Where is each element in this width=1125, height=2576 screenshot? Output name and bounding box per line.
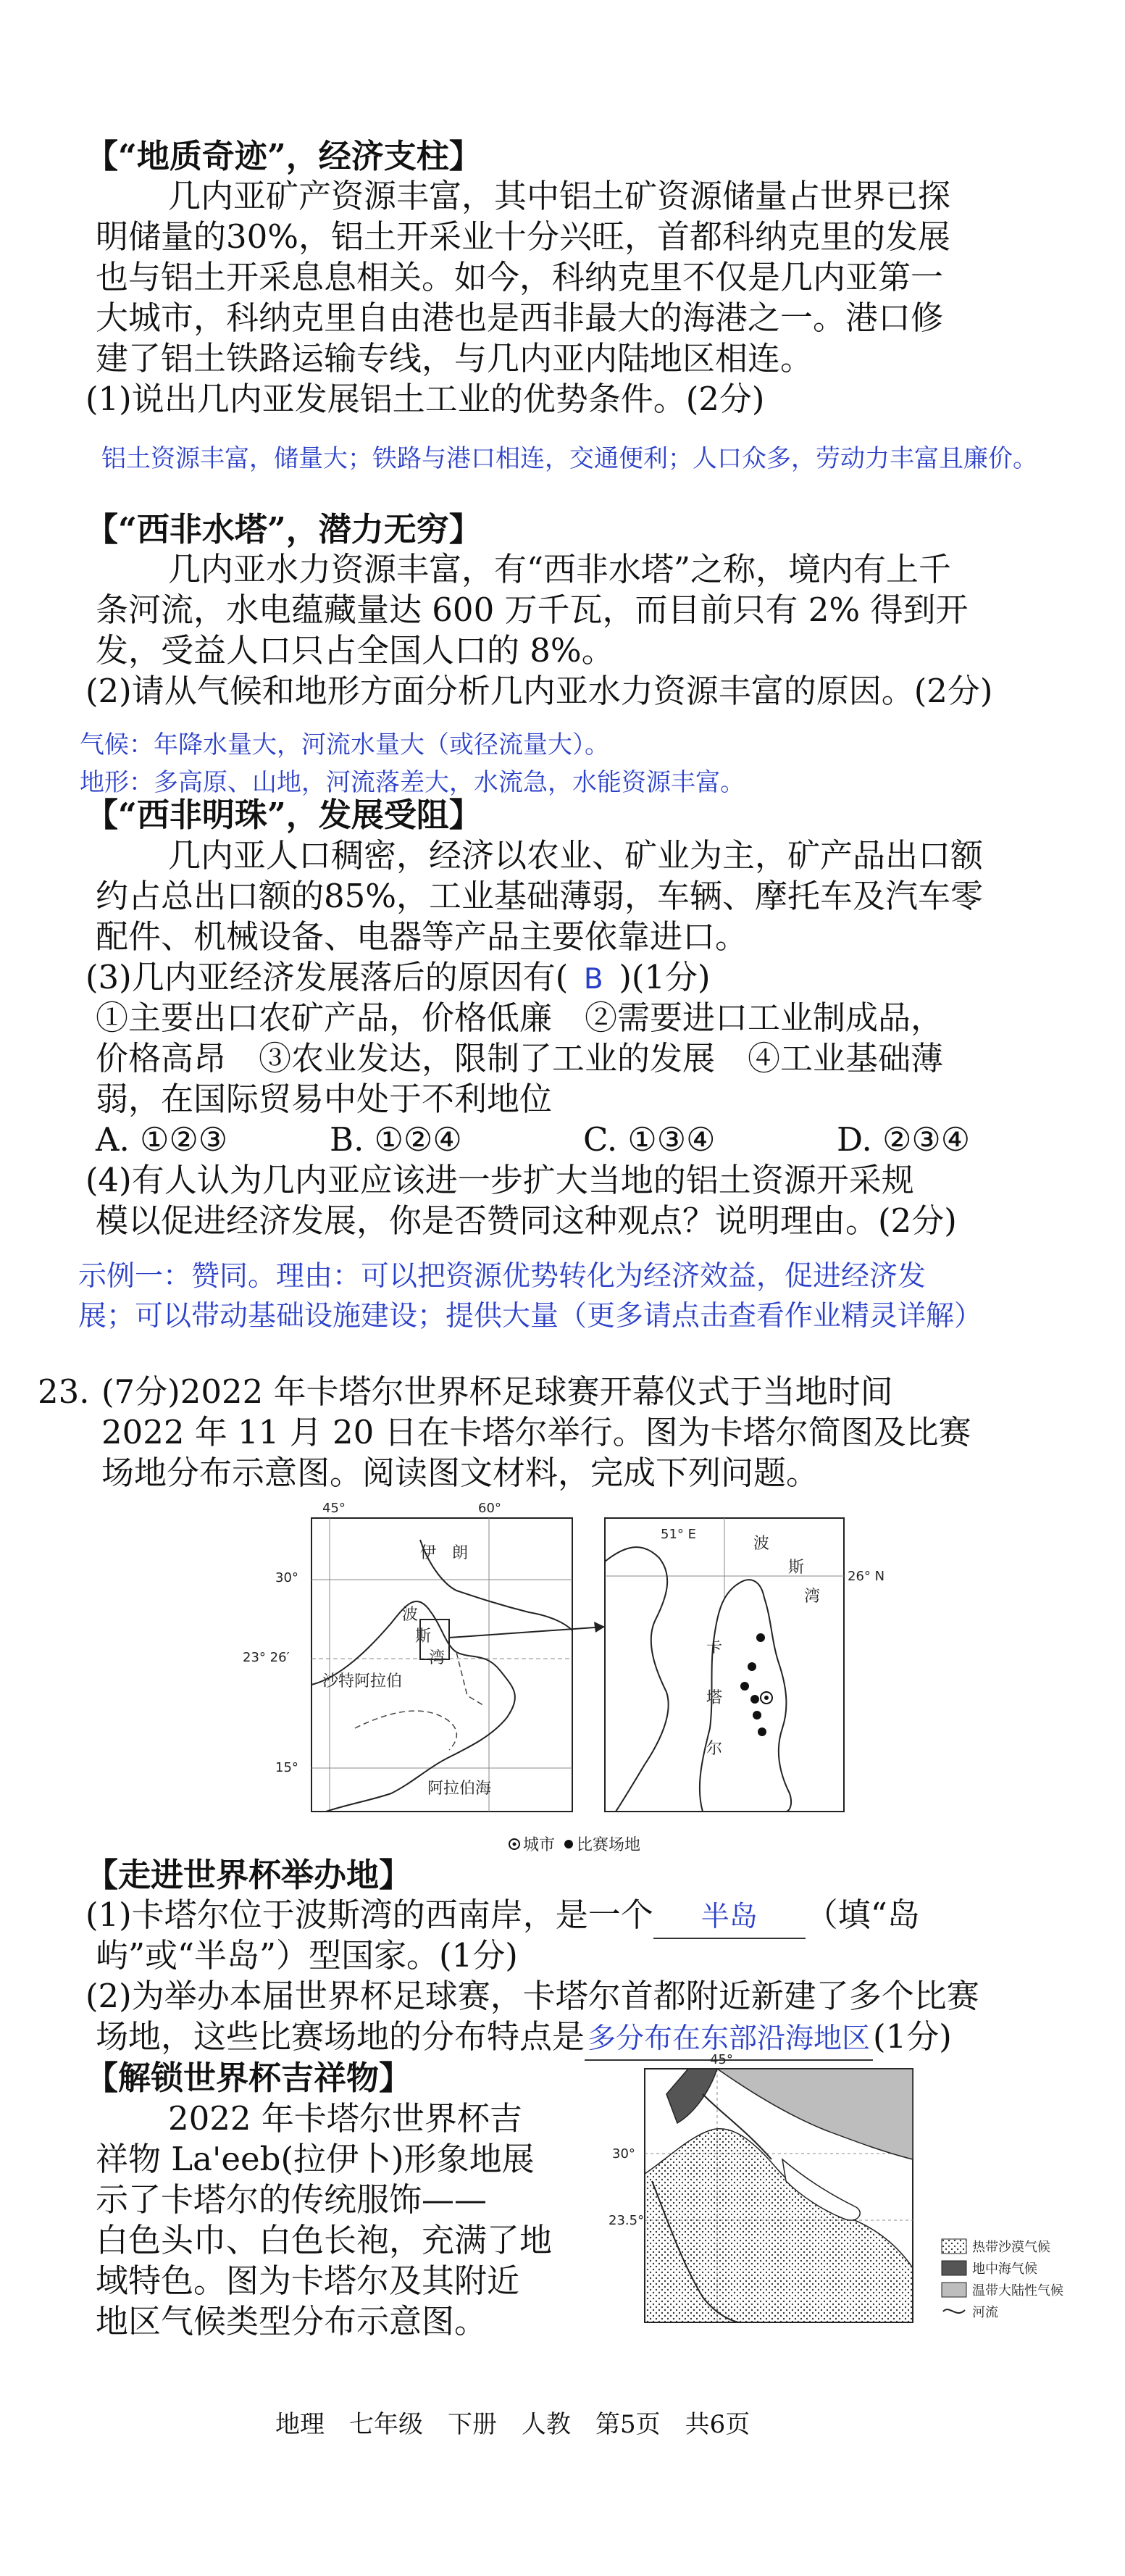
paragraph-line: 发，受益人口只占全国人口的 8%。	[96, 631, 614, 670]
q23-intro-line: (7分)2022 年卡塔尔世界杯足球赛开幕仪式于当地时间	[101, 1372, 893, 1411]
choice-c: C. ①③④	[583, 1120, 716, 1159]
choice-b: B. ①②④	[330, 1120, 462, 1159]
legend-desert-label: 热带沙漠气候	[972, 2240, 1050, 2255]
question-3-answer: B	[583, 963, 603, 996]
gulf-label: 斯	[415, 1627, 432, 1646]
answer-1: 铝土资源丰富，储量大；铁路与港口相连，交通便利；人口众多，劳动力丰富且廉价。	[101, 444, 1037, 473]
lat-30-label: 30°	[275, 1570, 298, 1585]
iran-label: 伊 朗	[420, 1544, 469, 1562]
lon-51-label: 51° E	[661, 1527, 696, 1542]
option-line: 价格高昂 ③农业发达，限制了工业的发展 ④工业基础薄	[96, 1039, 944, 1077]
qatar-label: 塔	[706, 1689, 723, 1707]
mascot-paragraph-line: 域特色。图为卡塔尔及其附近	[96, 2262, 520, 2300]
lat-2326-label: 23° 26′	[243, 1650, 290, 1665]
qatar-label: 尔	[706, 1740, 723, 1758]
option-line: ①主要出口农矿产品，价格低廉 ②需要进口工业制成品，	[96, 999, 944, 1037]
legend-city-symbol-center	[513, 1843, 517, 1846]
mascot-paragraph-line: 2022 年卡塔尔世界杯吉	[168, 2099, 522, 2138]
legend-river-symbol	[943, 2309, 965, 2313]
climate-type-map	[608, 2051, 1072, 2341]
question-1: (1)说出几内亚发展铝土工业的优势条件。(2分)	[85, 380, 765, 418]
q23-q1-suffix: （填“岛	[805, 1896, 920, 1934]
paragraph-line: 几内亚矿产资源丰富，其中铝土矿资源储量占世界已探	[168, 177, 951, 215]
q23-question-1	[85, 1895, 920, 1939]
venue-dot	[748, 1662, 756, 1671]
question-4-line: 模以促进经济发展，你是否赞同这种观点？说明理由。(2分)	[96, 1201, 957, 1240]
venue-dot	[753, 1711, 761, 1720]
arabian-sea-label: 阿拉伯海	[427, 1780, 492, 1798]
city-marker-center	[764, 1696, 769, 1700]
legend-venue-label: 比赛场地	[577, 1836, 641, 1854]
q23-q1-line2: 屿”或“半岛”）型国家。(1分)	[96, 1936, 518, 1975]
q23-q2-line1: (2)为举办本届世界杯足球赛，卡塔尔首都附近新建了多个比赛	[85, 1977, 979, 2015]
climate-lon-45: 45°	[710, 2052, 733, 2067]
paragraph-line: 建了铝土铁路运输专线，与几内亚内陆地区相连。	[96, 339, 814, 378]
paragraph-line: 条河流，水电蕴藏量达 600 万千瓦，而目前只有 2% 得到开	[96, 591, 969, 629]
gulf-label: 湾	[429, 1649, 446, 1667]
paragraph-line: 几内亚人口稠密，经济以农业、矿业为主，矿产品出口额	[168, 836, 984, 875]
section-heading-mascot: 【解锁世界杯吉祥物】	[85, 2059, 412, 2097]
paragraph-line: 明储量的30%，铝土开采业十分兴旺，首都科纳克里的发展	[96, 217, 951, 256]
mascot-paragraph-line: 白色头巾、白色长袍，充满了地	[96, 2221, 553, 2259]
saudi-label: 沙特阿拉伯	[322, 1672, 403, 1691]
inset-gulf-label: 斯	[788, 1559, 805, 1577]
climate-lat-235: 23.5°	[608, 2213, 645, 2228]
question-3-suffix: )(1分)	[619, 958, 711, 996]
venue-dot	[756, 1633, 765, 1642]
legend-mediterranean-label: 地中海气候	[972, 2262, 1037, 2277]
paragraph-line: 也与铝土开采息息相关。如今，科纳克里不仅是几内亚第一	[96, 258, 944, 296]
q23-q2-prefix: 场地，这些比赛场地的分布特点是	[96, 2017, 585, 2056]
qatar-label: 卡	[706, 1638, 723, 1656]
answer-4-line: 示例一：赞同。理由：可以把资源优势转化为经济效益，促进经济发	[78, 1260, 927, 1293]
inset-gulf-label: 湾	[804, 1588, 821, 1606]
paragraph-line: 配件、机械设备、电器等产品主要依靠进口。	[96, 917, 748, 956]
legend-continental-label: 温带大陆性气候	[972, 2283, 1063, 2298]
gulf-label: 波	[402, 1606, 419, 1624]
legend-continental-swatch	[942, 2283, 966, 2297]
choice-d: D. ②③④	[837, 1120, 971, 1159]
section-heading-host: 【走进世界杯举办地】	[85, 1856, 412, 1894]
legend-city-label: 城市	[523, 1836, 556, 1854]
mascot-paragraph-line: 祥物 La'eeb(拉伊卜)形象地展	[96, 2140, 535, 2178]
paragraph-line: 大城市，科纳克里自由港也是西非最大的海港之一。港口修	[96, 299, 944, 337]
qatar-location-map	[239, 1496, 927, 1873]
mascot-paragraph-line: 地区气候类型分布示意图。	[96, 2302, 488, 2341]
choice-a: A. ①②③	[96, 1120, 228, 1159]
option-line: 弱，在国际贸易中处于不利地位	[96, 1080, 553, 1118]
q23-q2-suffix: (1分)	[873, 2017, 952, 2056]
question-4-line: (4)有人认为几内亚应该进一步扩大当地的铝土资源开采规	[85, 1161, 914, 1199]
q23-q1-prefix: (1)卡塔尔位于波斯湾的西南岸，是一个	[85, 1896, 653, 1934]
lat-15-label: 15°	[275, 1760, 298, 1775]
legend-mediterranean-swatch	[942, 2261, 966, 2275]
page-footer: 地理 七年级 下册 人教 第5页 共6页	[275, 2410, 750, 2439]
section-heading-pearl: 【“西非明珠”，发展受阻】	[85, 796, 482, 834]
paragraph-line: 几内亚水力资源丰富，有“西非水塔”之称，境内有上千	[168, 550, 952, 588]
lon-45-label: 45°	[322, 1501, 346, 1516]
venue-dot	[740, 1682, 749, 1691]
answer-2-terrain: 地形：多高原、山地，河流落差大，水流急，水能资源丰富。	[80, 768, 745, 797]
climate-lat-30: 30°	[612, 2146, 635, 2162]
inset-gulf-label: 波	[753, 1535, 770, 1553]
section-heading-geology: 【“地质奇迹”，经济支柱】	[85, 137, 482, 175]
q23-q1-answer: 半岛	[653, 1897, 806, 1939]
question-number: 23.	[38, 1372, 90, 1411]
legend-desert-swatch	[942, 2239, 966, 2254]
q23-intro-line: 2022 年 11 月 20 日在卡塔尔举行。图为卡塔尔简图及比赛	[101, 1413, 971, 1451]
paragraph-line: 约占总出口额的85%，工业基础薄弱，车辆、摩托车及汽车零	[96, 877, 984, 915]
answer-2-climate: 气候：年降水量大，河流水量大（或径流量大）。	[80, 730, 609, 759]
inset-arrow-head	[594, 1622, 605, 1633]
question-3	[85, 957, 711, 1000]
question-3-prefix: (3)几内亚经济发展落后的原因有(	[85, 958, 569, 996]
question-2: (2)请从气候和地形方面分析几内亚水力资源丰富的原因。(2分)	[85, 672, 993, 710]
lon-60-label: 60°	[478, 1501, 501, 1516]
q23-intro-line: 场地分布示意图。阅读图文材料，完成下列问题。	[101, 1454, 819, 1492]
section-heading-water-tower: 【“西非水塔”，潜力无穷】	[85, 510, 482, 549]
legend-river-label: 河流	[972, 2305, 998, 2320]
q23-q2-answer: 多分布在东部沿海地区	[585, 2019, 873, 2061]
venue-dot	[758, 1727, 766, 1736]
legend-venue-symbol	[564, 1840, 573, 1848]
lat-26-label: 26° N	[848, 1569, 885, 1584]
venue-dot	[750, 1695, 759, 1704]
mascot-paragraph-line: 示了卡塔尔的传统服饰——	[96, 2180, 488, 2219]
answer-4-line: 展；可以带动基础设施建设；提供大量（更多请点击查看作业精灵详解）	[78, 1300, 983, 1333]
